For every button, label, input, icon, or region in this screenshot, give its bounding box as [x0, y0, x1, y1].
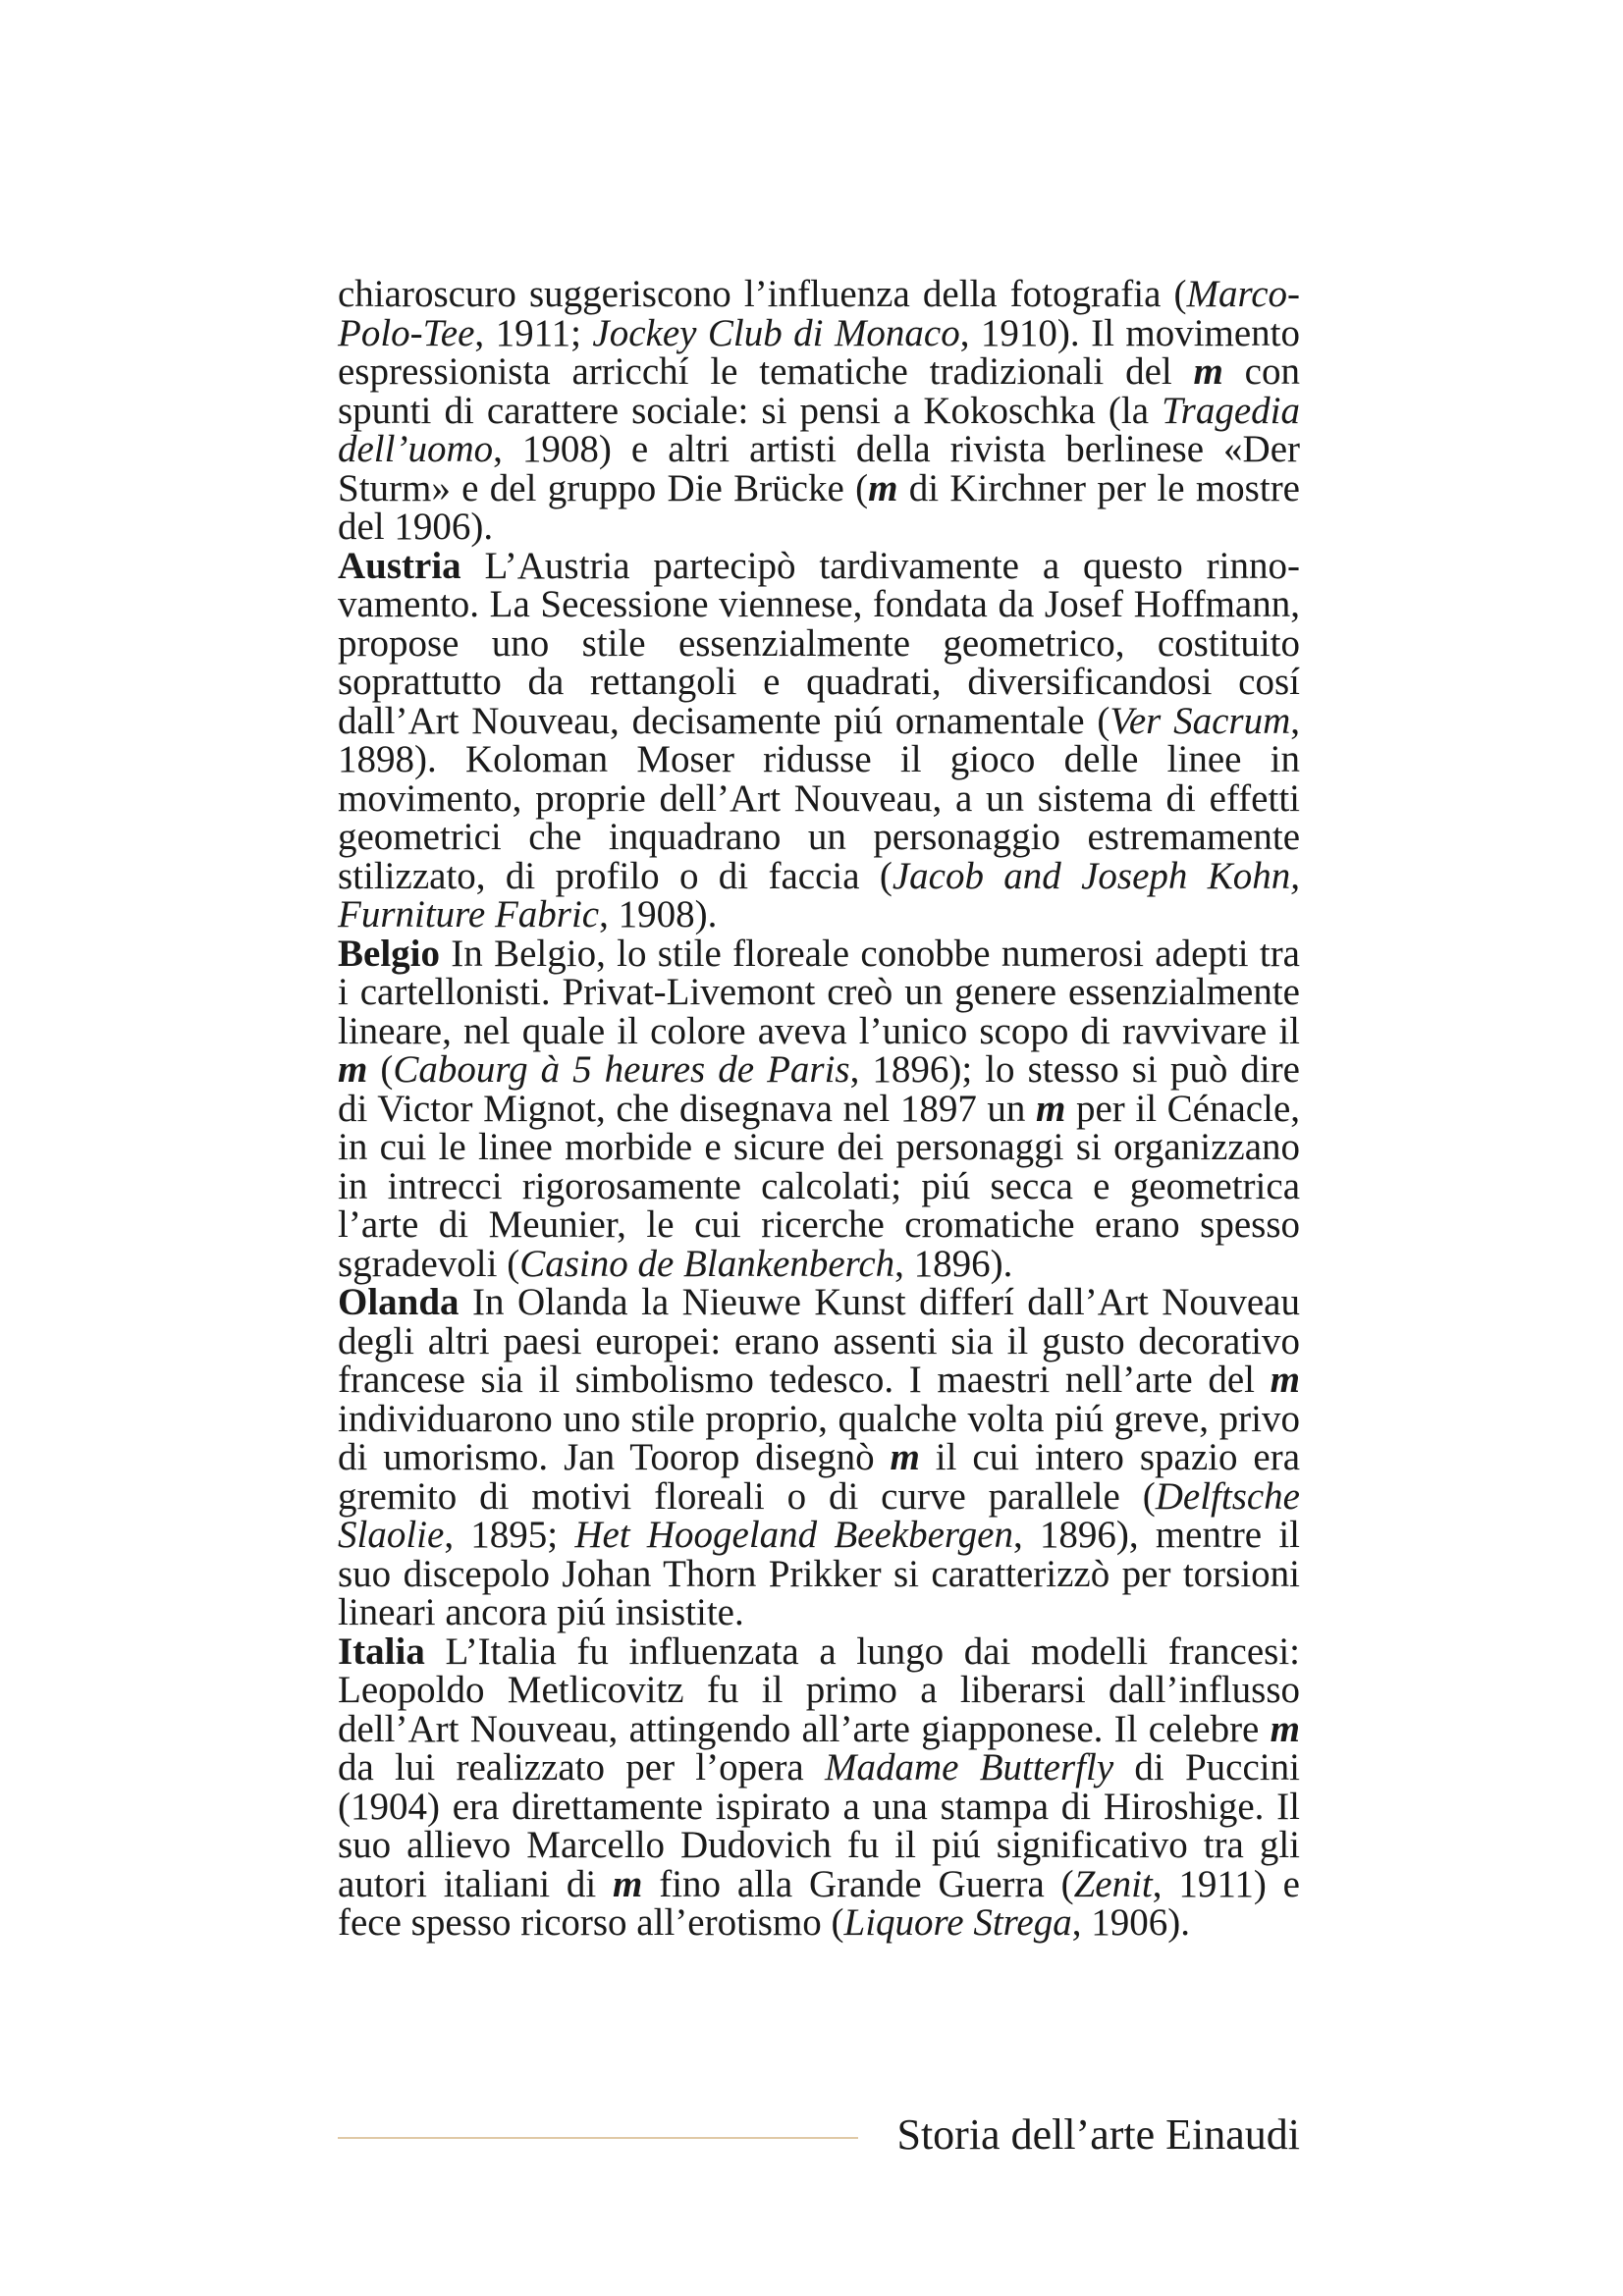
- manifesto-abbrev: m: [1270, 1359, 1300, 1401]
- text-run: In Belgio, lo stile floreale conobbe numerosi adepti tra i cartellonisti. Privat-Livemont creò un genere essenzialmente lineare, nel quale il colore aveva l’unico scopo di ravvivare il: [338, 932, 1300, 1052]
- text-run: , 1910). Il movimento espressionista arricchí le tematiche tradizionali del: [338, 311, 1301, 393]
- section-heading: Olanda: [338, 1281, 460, 1323]
- work-title: Tragedia dell’uomo: [338, 389, 1300, 470]
- manifesto-abbrev: m: [1036, 1087, 1066, 1130]
- text-run: fino alla Grande Guerra (: [642, 1862, 1074, 1905]
- work-title: Casino de Blankenberch: [519, 1242, 895, 1285]
- work-title: Delftsche Slaolie: [338, 1474, 1300, 1556]
- text-run: , 1906).: [1071, 1901, 1190, 1944]
- manifesto-abbrev: m: [613, 1862, 643, 1905]
- work-title: Zenit: [1073, 1862, 1153, 1905]
- text-run: In Olanda la Nieuwe Kunst differí dall’Art Nouveau degli altri paesi europei: erano assenti sia il gusto decorativo francese sia il simbolismo tedesco. I maestri nell’arte del: [338, 1281, 1300, 1401]
- text-run: da lui realizzato per l’opera: [338, 1746, 825, 1789]
- manifesto-abbrev: m: [1270, 1707, 1300, 1750]
- work-title: Madame Butterfly: [824, 1746, 1114, 1789]
- paragraph-italia: [338, 1629, 1300, 1944]
- text-run: con spunti di carattere sociale: si pensi a Kokoschka (la: [338, 350, 1300, 432]
- text-run: chiaroscuro suggeriscono l’influenza della fotografia (: [338, 273, 1187, 315]
- footer-rule: [338, 2137, 858, 2139]
- text-run: L’Italia fu influenzata a lungo dai modelli francesi: Leopoldo Metlicovitz fu il primo a liberarsi dall’influsso dell’Art Nouveau, attingendo all’arte giapponese. Il celebre: [338, 1629, 1300, 1750]
- manifesto-abbrev: m: [868, 466, 898, 509]
- body-text: [338, 275, 1300, 1943]
- work-title: Ver Sacrum: [1109, 699, 1291, 742]
- paragraph-belgio: [338, 934, 1300, 1284]
- text-run: , 1908).: [599, 893, 718, 935]
- paragraph-intro: [338, 275, 1300, 547]
- manifesto-abbrev: m: [890, 1436, 920, 1478]
- text-run: L’Austria partecipò tardivamente a questo rinnovamento. La Secessione viennese, fondata da Josef Hoffmann, propose uno stile essenzialmente geometrico, costituito soprattutto da rettangoli e quadrati, diversificandosi cosí dall’Art Nouveau, decisamente piú ornamentale (: [338, 544, 1300, 742]
- text-run: , 1908) e altri artisti della rivista berlinese «Der Sturm» e del gruppo Die Brücke (: [338, 428, 1300, 509]
- text-run: (: [367, 1048, 394, 1091]
- text-run: , 1895;: [444, 1514, 575, 1556]
- text-run: individuarono uno stile proprio, qualche volta piú greve, privo di umorismo. Jan Toorop disegnò: [338, 1397, 1300, 1478]
- text-run: , 1911;: [474, 311, 593, 354]
- section-heading: Austria: [338, 544, 461, 587]
- text-run: , 1911) e fece spesso ricorso all’erotismo (: [338, 1862, 1300, 1944]
- work-title: Liquore Strega: [843, 1901, 1072, 1944]
- paragraph-austria: [338, 544, 1301, 935]
- text-run: per il Cénacle, in cui le linee morbide e sicure dei personaggi si organizzano in intrecci rigorosamente calcolati; piú secca e geometrica l’arte di Meunier, le cui ricerche cromatiche erano spesso sgradevoli (: [338, 1087, 1300, 1285]
- work-title: Cabourg à 5 heures de Paris: [393, 1048, 850, 1091]
- work-title: Het Hoogeland Beekbergen: [574, 1514, 1013, 1556]
- text-run: di Puccini (1904) era direttamente ispirato a una stampa di Hiroshige. Il suo allievo Marcello Dudovich fu il piú significativo tra gli autori italiani di: [338, 1746, 1300, 1905]
- text-run: , 1898). Koloman Moser ridusse il gioco delle linee in movimento, proprie dell’Art Nouveau, a un sistema di effetti geometrici che inquadrano un personaggio estremamente stilizzato, di profilo o di faccia (: [338, 699, 1301, 897]
- text-run: , 1896).: [894, 1242, 1013, 1285]
- section-heading: Italia: [338, 1629, 425, 1673]
- work-title: Marco-Polo-Tee: [338, 273, 1300, 354]
- section-heading: Belgio: [338, 932, 440, 975]
- paragraph-olanda: [338, 1283, 1300, 1632]
- text-run: , 1896), mentre il suo discepolo Johan Thorn Prikker si caratterizzò per torsioni lineari ancora piú insistite.: [338, 1514, 1300, 1633]
- text-run: il cui intero spazio era gremito di motivi floreali o di curve parallele (: [338, 1436, 1301, 1518]
- text-run: di Kirchner per le mostre del 1906).: [338, 466, 1300, 548]
- text-run: , 1896); lo stesso si può dire di Victor Mignot, che disegnava nel 1897 un: [338, 1048, 1300, 1130]
- work-title: Jockey Club di Monaco: [592, 311, 960, 354]
- work-title: Jacob and Joseph Kohn, Furniture Fabric: [338, 854, 1300, 935]
- manifesto-abbrev: m: [338, 1048, 368, 1091]
- manifesto-abbrev: m: [1193, 350, 1223, 393]
- footer-title: Storia dell’arte Einaudi: [896, 2110, 1300, 2159]
